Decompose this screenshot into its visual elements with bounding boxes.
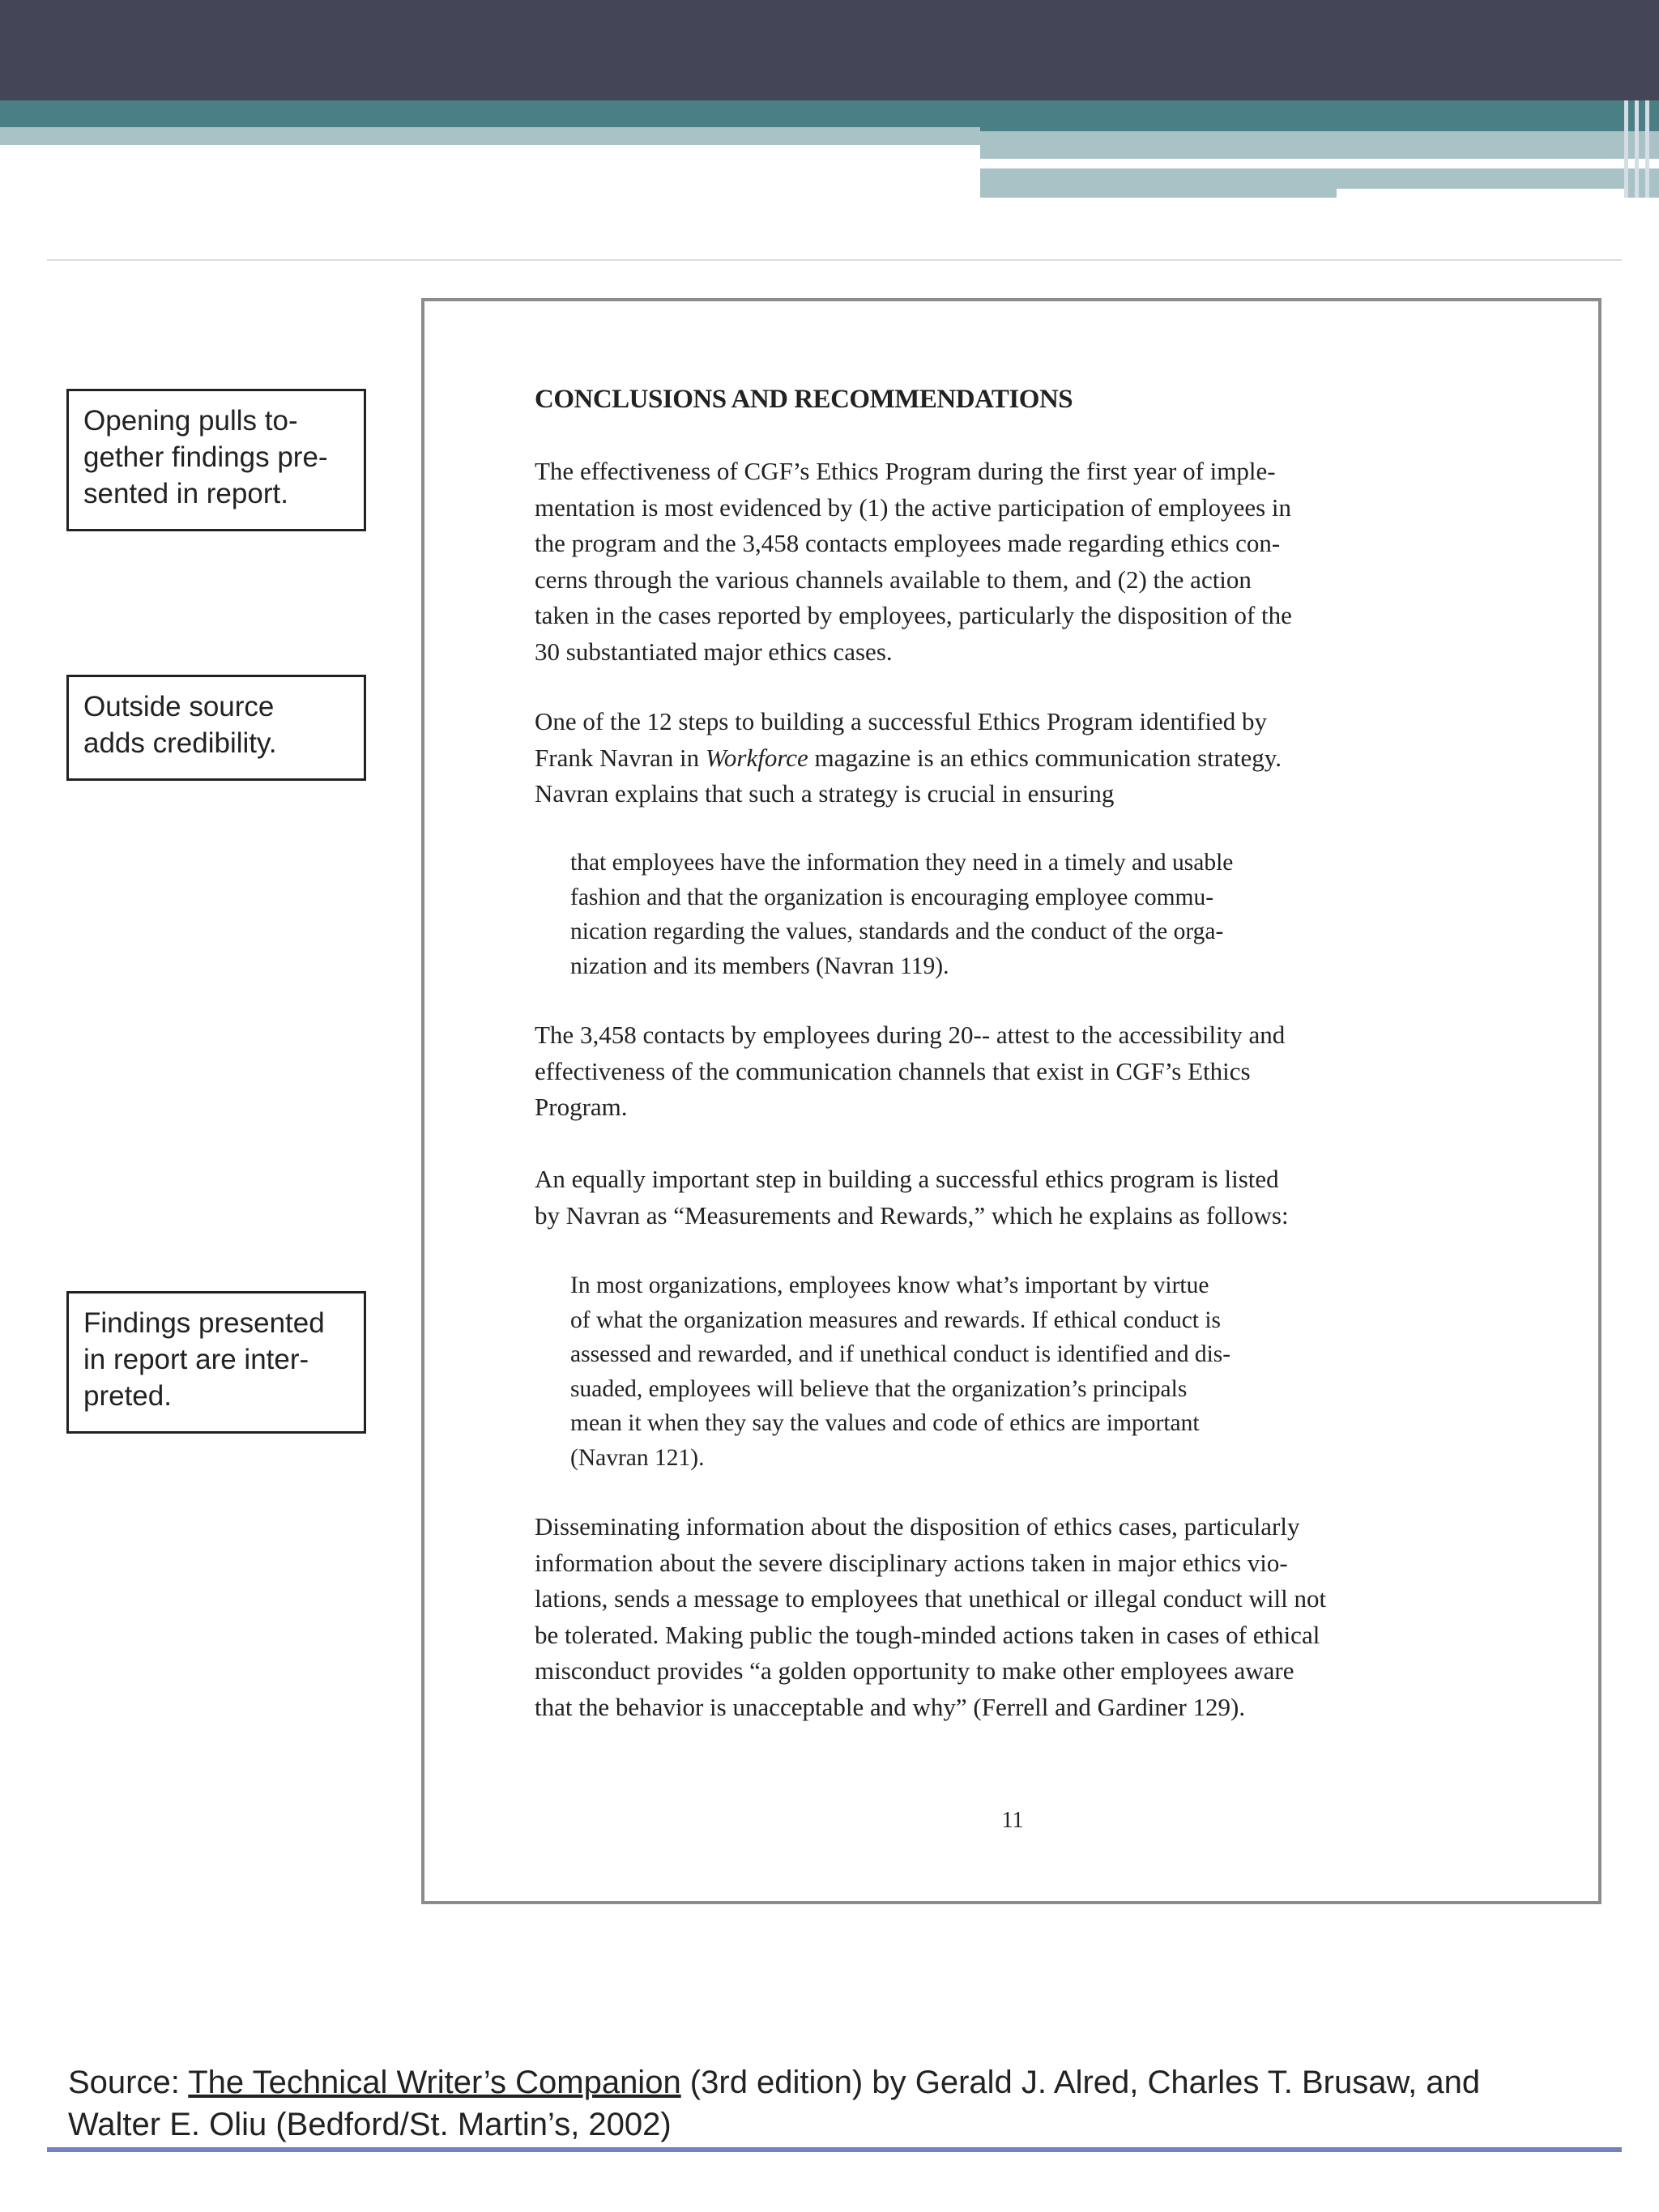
source-details: (3rd edition) by Gerald J. Alred, Charles T. Brusaw, and <box>680 2065 1481 2100</box>
report-paragraph-2 <box>535 704 1499 812</box>
page-number: 11 <box>1001 1808 1024 1833</box>
callout-outside-source <box>66 675 366 781</box>
paragraph-text: One of the 12 steps to building a successful Ethics Program identified by Frank Navran in <box>535 707 1267 772</box>
header-band-dark <box>0 0 1659 100</box>
report-paragraph-3: The 3,458 contacts by employees during 20-- attest to the accessibility and effectiveness of the communication channels that exist in CGF’s Ethics Program. <box>535 1021 1286 1121</box>
report-paragraph-1: The effectiveness of CGF’s Ethics Program during the first year of imple- mentation is most evidenced by (1) the active participation of employees in the program and the 3,458 contacts employees made regarding ethics con- cerns through the various channels available to them, and (2) the action taken in the cases reported by employees, particularly the disposition of the 30 substantiated major ethics cases. <box>535 457 1292 666</box>
callout-text: Opening pulls to- gether findings pre- sented in report. <box>83 405 328 509</box>
source-prefix: Source: <box>68 2065 189 2100</box>
header-stripe <box>1645 100 1649 198</box>
source-publisher: Walter E. Oliu (Bedford/St. Martin’s, 2002) <box>68 2107 672 2142</box>
block-quote-2: In most organizations, employees know what’s important by virtue of what the organization measures and rewards. If ethical conduct is assessed and rewarded, and if unethical conduct is identified and dis- suaded, employees will believe that the organization’s principals mean it when they say the values and code of ethics are important (Navran 121). <box>570 1272 1231 1471</box>
magazine-title: Workforce <box>705 743 808 772</box>
callout-opening <box>66 389 366 531</box>
paragraph-text: magazine is an ethics communication strategy. Navran explains that such a strategy is crucial in ensuring <box>535 743 1282 808</box>
header-stripe <box>1624 100 1628 198</box>
bottom-divider <box>47 2147 1622 2152</box>
source-citation <box>68 2061 1607 2146</box>
header-band-light <box>0 127 980 145</box>
callout-findings <box>66 1291 366 1434</box>
report-paragraph-4: An equally important step in building a successful ethics program is listed by Navran as “Measurements and Rewards,” which he explains as follows: <box>535 1165 1289 1230</box>
header-band-gap-lower <box>1337 189 1628 198</box>
report-heading: CONCLUSIONS AND RECOMMENDATIONS <box>535 385 1073 414</box>
header-band-accent <box>980 131 1659 159</box>
callout-text: Outside source adds credibility. <box>83 691 277 759</box>
book-title: The Technical Writer’s Companion <box>188 2065 681 2100</box>
report-paragraph-5: Disseminating information about the disposition of ethics cases, particularly information about the severe disciplinary actions taken in major ethics vio- lations, sends a message to employees that unethical or illegal conduct will not be tolerated. Making public the tough-minded actions taken in cases of ethical misconduct provides “a golden opportunity to make other employees aware that the behavior is unacceptable and why” (Ferrell and Gardiner 129). <box>535 1512 1327 1721</box>
header-band-gap <box>980 160 1537 168</box>
top-divider <box>47 259 1622 261</box>
callout-text: Findings presented in report are inter- preted. <box>83 1307 325 1412</box>
header-stripe <box>1635 100 1639 198</box>
block-quote-1: that employees have the information they need in a timely and usable fashion and that the organization is encouraging employee commu- nication regarding the values, standards and the conduct of the orga- nization and its members (Navran 119). <box>570 850 1234 979</box>
